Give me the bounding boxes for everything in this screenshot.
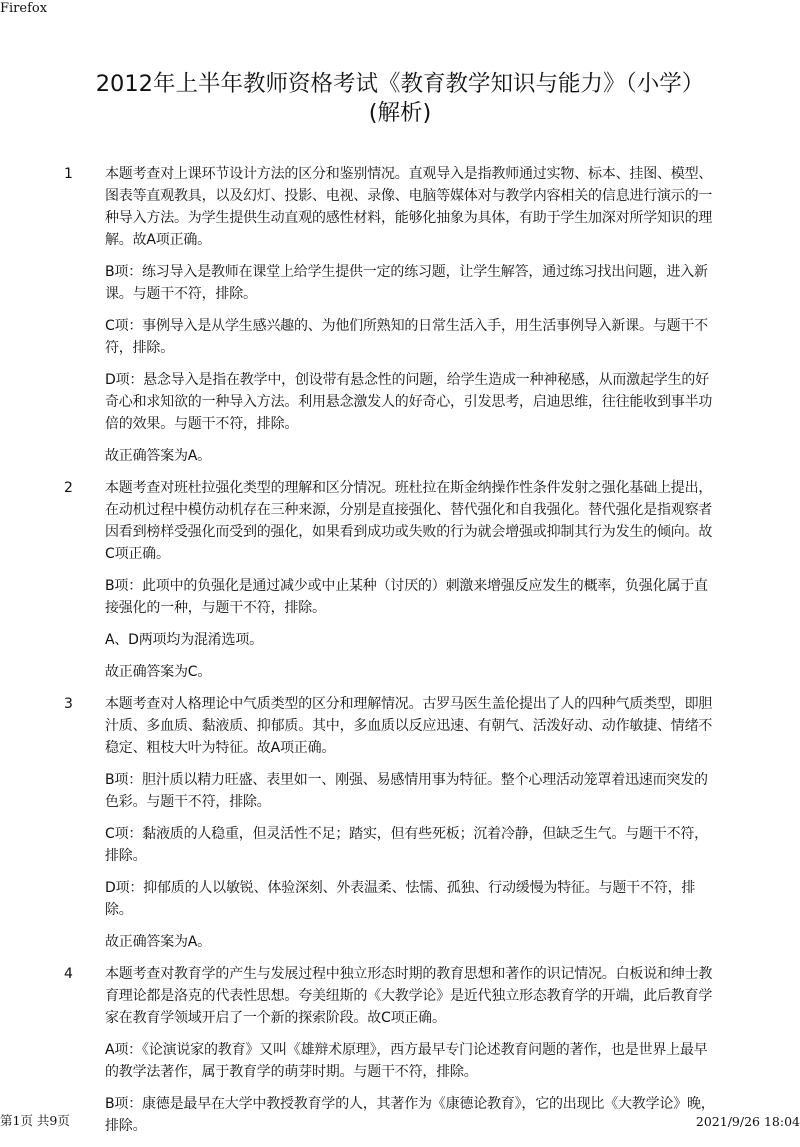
option-b-analysis: B项：胆汁质以精力旺盛、表里如一、刚强、易感情用事为特征。整个心理活动笼罩着迅速而突发的色彩。与题干不符，排除。 <box>105 772 708 810</box>
option-b-analysis: B项：康德是最早在大学中教授教育学的人，其著作为《康德论教育》，它的出现比《大教学论》晚，排除。 <box>105 1096 715 1134</box>
question-number: 3 <box>64 696 73 712</box>
answer-list <box>0 163 800 1147</box>
option-a-analysis: A项：《论演说家的教育》又叫《雄辩术原理》，西方最早专门论述教育问题的著作，也是世界上最早的教学法著作，属于教育学的萌芽时期。与题干不符，排除。 <box>105 1042 708 1080</box>
analysis-paragraph: 本题考查对教育学的产生与发展过程中独立形态时期的教育思想和著作的识记情况。白板说和绅士教育理论都是洛克的代表性思想。夸美纽斯的《大教学论》是近代独立形态教育学的开端，此后教育学家在教育学领域开启了一个新的探索阶段。故C项正确。 <box>105 966 713 1026</box>
correct-answer: 故正确答案为C。 <box>105 664 212 680</box>
question-number: 2 <box>64 480 73 496</box>
analysis-paragraph: 本题考查对上课环节设计方法的区分和鉴别情况。直观导入是指教师通过实物、标本、挂图、模型、图表等直观教具，以及幻灯、投影、电视、录像、电脑等媒体对与教学内容相关的信息进行演示的一种导入方法。为学生提供生动直观的感性材料，能够化抽象为具体，有助于学生加深对所学知识的理解。故A项正确。 <box>105 166 713 248</box>
question-item <box>0 963 800 1137</box>
option-d-analysis: D项：悬念导入是指在教学中，创设带有悬念性的问题，给学生造成一种神秘感，从而激起学生的好奇心和求知欲的一种导入方法。利用悬念激发人的好奇心，引发思考，启迪思维，往往能收到事半功倍的效果。与题干不符，排除。 <box>105 372 713 432</box>
option-b-analysis: B项：练习导入是教师在课堂上给学生提供一定的练习题，让学生解答，通过练习找出问题，进入新课。与题干不符，排除。 <box>105 264 708 302</box>
option-c-analysis: C项：黏液质的人稳重，但灵活性不足；踏实，但有些死板；沉着冷静，但缺乏生气。与题干不符，排除。 <box>105 826 708 864</box>
question-number: 4 <box>64 966 73 982</box>
analysis-paragraph: 本题考查对班杜拉强化类型的理解和区分情况。班杜拉在斯金纳操作性条件发射之强化基础上提出，在动机过程中模仿动机存在三种来源，分别是直接强化、替代强化和自我强化。替代强化是指观察者因看到榜样受强化而受到的强化，如果看到成功或失败的行为就会增强或抑制其行为发生的倾向。故C项正确。 <box>105 480 713 562</box>
correct-answer: 故正确答案为A。 <box>105 934 211 950</box>
page-indicator: 第1页 共9页 <box>0 1113 70 1128</box>
correct-answer: 故正确答案为A。 <box>105 448 211 464</box>
print-timestamp: 2021/9/26 18:04 <box>695 1114 800 1129</box>
analysis-paragraph: 本题考查对人格理论中气质类型的区分和理解情况。古罗马医生盖伦提出了人的四种气质类型，即胆汁质、多血质、黏液质、抑郁质。其中，多血质以反应迅速、有朝气、活泼好动、动作敏捷、情绪不稳定、粗枝大叶为特征。故A项正确。 <box>105 696 713 756</box>
option-c-analysis: C项：事例导入是从学生感兴趣的、为他们所熟知的日常生活入手，用生活事例导入新课。与题干不符，排除。 <box>105 318 708 356</box>
option-ad-analysis: A、D两项均为混淆选项。 <box>105 632 263 648</box>
question-item <box>0 477 800 683</box>
question-item <box>0 693 800 953</box>
question-item <box>0 163 800 467</box>
option-b-analysis: B项：此项中的负强化是通过减少或中止某种（讨厌的）刺激来增强反应发生的概率，负强化属于直接强化的一种，与题干不符，排除。 <box>105 578 708 616</box>
document-title <box>40 70 760 128</box>
title-line-2: (解析) <box>368 100 432 126</box>
option-d-analysis: D项：抑郁质的人以敏锐、体验深刻、外表温柔、怯懦、孤独、行动缓慢为特征。与题干不符，排除。 <box>105 880 696 918</box>
question-number: 1 <box>64 166 73 182</box>
browser-name: Firefox <box>0 1 48 16</box>
title-line-1: 2012年上半年教师资格考试《教育教学知识与能力》（小学） <box>95 71 705 97</box>
